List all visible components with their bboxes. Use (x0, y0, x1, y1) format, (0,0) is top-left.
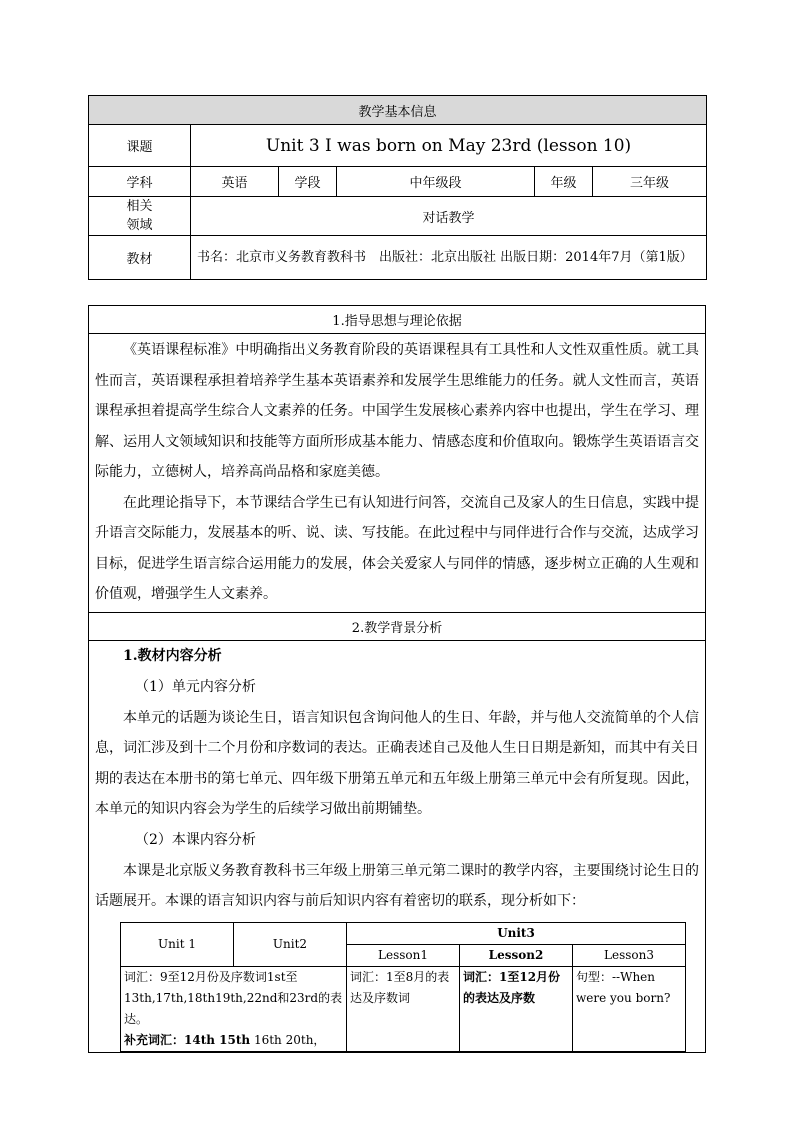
unit1-extra-label: 补充词汇： (124, 1032, 185, 1047)
grade-label: 年级 (535, 167, 593, 197)
unit3-header: Unit3 (347, 922, 686, 944)
lesson-analysis-paragraph: 本课是北京版义务教育教科书三年级上册第三单元第二课时的教学内容，主要围绕讨论生日的话题展开。本课的语言知识内容与前后知识内容有着密切的联系，现分析如下： (95, 862, 699, 909)
subject-value: 英语 (191, 167, 279, 197)
subject-label: 学科 (89, 167, 191, 197)
material-analysis-heading: 1.教材内容分析 (123, 647, 222, 664)
textbook-label: 教材 (89, 236, 191, 280)
basic-info-table (88, 95, 707, 280)
grade-value: 三年级 (593, 167, 707, 197)
background-content (89, 640, 706, 1052)
unit2-header: Unit2 (234, 922, 347, 966)
textbook-value: 书名：北京市义务教育教科书 出版社：北京出版社 出版日期：2014年7月（第1版） (191, 236, 707, 280)
lesson1-header: Lesson1 (347, 944, 460, 966)
basic-info-header: 教学基本信息 (89, 96, 707, 125)
lesson-analysis-subheading: （2）本课内容分析 (135, 831, 256, 848)
stage-value: 中年级段 (337, 167, 535, 197)
lesson3-header: Lesson3 (573, 944, 686, 966)
lesson2-header: Lesson2 (460, 944, 573, 966)
unit1-unit2-content (121, 966, 347, 1051)
field-label-line-2: 领域 (126, 218, 153, 233)
unit-comparison-table (120, 922, 686, 1052)
unit1-extra-rest: 16th 20th， (253, 1032, 326, 1047)
lesson3-content: 句型：--When were you born? (573, 966, 686, 1051)
lesson1-content: 词汇：1至8月的表达及序数词 (347, 966, 460, 1051)
unit1-header: Unit 1 (121, 922, 234, 966)
unit-analysis-subheading: （1）单元内容分析 (135, 678, 256, 695)
guiding-paragraph-1: 《英语课程标准》中明确指出义务教育阶段的英语课程具有工具性和人文性双重性质。就工具性而言，英语课程承担着培养学生基本英语素养和发展学生思维能力的任务。就人文性而言，英语课程承担着提高学生综合人文素养的任务。中国学生发展核心素养内容中也提出，学生在学习、理解、运用人文领域知识和技能等方面所形成基本能力、情感态度和价值取向。锻炼学生英语语言交际能力，立德树人，培养高尚品格和家庭美德。 (95, 342, 699, 480)
guiding-content (89, 334, 706, 613)
unit-analysis-paragraph: 本单元的话题为谈论生日，语言知识包含询问他人的生日、年龄，并与他人交流简单的个人信息，词汇涉及到十二个月份和序数词的表达。正确表述自己及他人生日日期是新知，而其中有关日期的表达在本册书的第七单元、四年级下册第五单元和五年级上册第三单元中会有所复现。因此，本单元的知识内容会为学生的后续学习做出前期铺垫。 (95, 709, 699, 817)
section-title-guiding: 1.指导思想与理论依据 (89, 306, 706, 334)
section-title-background: 2.教学背景分析 (89, 612, 706, 640)
title-label: 课题 (89, 125, 191, 167)
field-label (89, 197, 191, 236)
lesson2-content: 词汇：1至12月份的表达及序数 (460, 966, 573, 1051)
field-value: 对话教学 (191, 197, 707, 236)
unit1-extra-bold: 14th 15th (184, 1032, 251, 1047)
lesson-title: Unit 3 I was born on May 23rd (lesson 10) (191, 125, 707, 167)
unit1-vocab-text: 词汇：9至12月份及序数词1st至13th,17th,18th19th,22nd和23rd的表达。 (124, 969, 343, 1026)
content-table (88, 305, 706, 1053)
field-label-line-1: 相关 (126, 199, 153, 214)
stage-label: 学段 (279, 167, 337, 197)
guiding-paragraph-2: 在此理论指导下，本节课结合学生已有认知进行问答，交流自己及家人的生日信息，实践中提升语言交际能力，发展基本的听、说、读、写技能。在此过程中与同伴进行合作与交流，达成学习目标，促进学生语言综合运用能力的发展，体会关爱家人与同伴的情感，逐步树立正确的人生观和价值观，增强学生人文素养。 (95, 494, 699, 602)
